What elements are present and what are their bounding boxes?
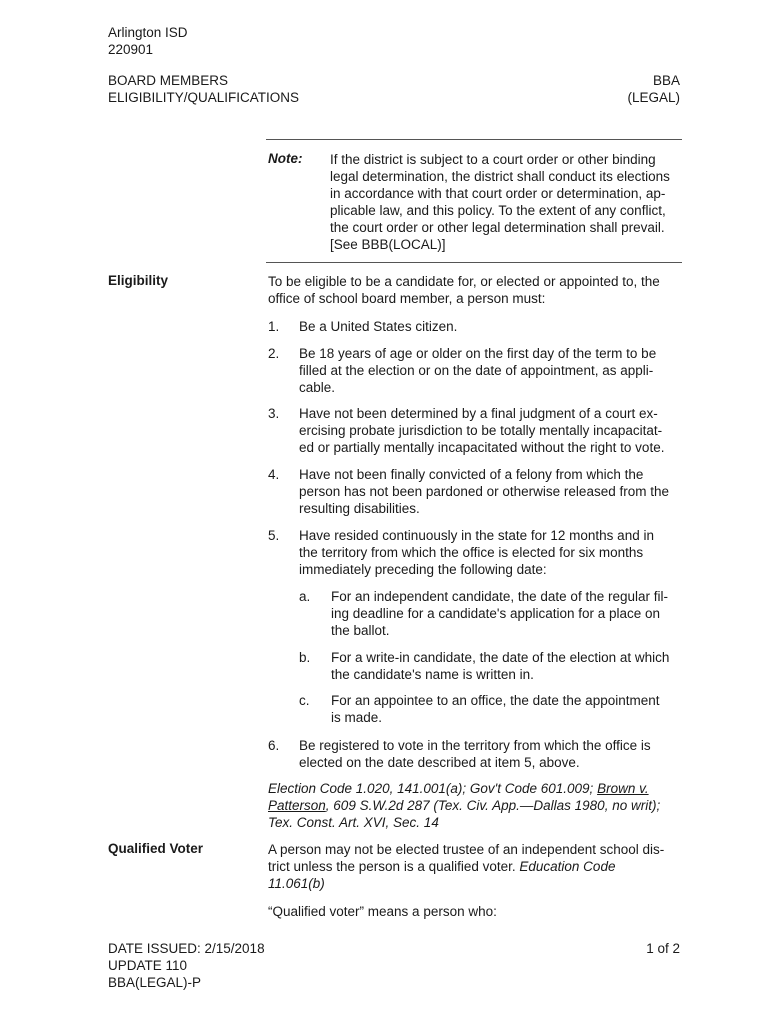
subitem-line: For an appointee to an office, the date the appointment (331, 693, 660, 708)
item-number: 4. (268, 467, 280, 482)
subitem-letter: a. (299, 589, 311, 604)
eligibility-heading: Eligibility (108, 273, 169, 288)
subitem-line: For a write-in candidate, the date of the election at which (331, 650, 670, 665)
item-text (299, 466, 669, 517)
item-line: Have resided continuously in the state for 12 months and in (299, 528, 654, 543)
page-number: 1 of 2 (646, 941, 680, 956)
item-number: 3. (268, 406, 280, 421)
item-line: Have not been finally convicted of a felony from which the (299, 467, 644, 482)
policy-type: (LEGAL) (627, 90, 680, 105)
qv-citation: 11.061(b) (268, 876, 325, 891)
subitem-line: the candidate's name is written in. (331, 667, 534, 682)
note-label: Note: (268, 151, 303, 166)
document-header (108, 24, 188, 58)
item-number: 5. (268, 528, 280, 543)
item-line: person has not been pardoned or otherwise released from the (299, 484, 669, 499)
policy-code-block (627, 72, 680, 106)
policy-code: BBA (652, 73, 680, 88)
item-text (299, 527, 654, 578)
item-number: 6. (268, 738, 280, 753)
qualified-voter-text (268, 841, 664, 892)
note-line: in accordance with that court order or determination, ap- (330, 186, 666, 201)
note-line: [See BBB(LOCAL)] (330, 237, 446, 252)
item-text (299, 345, 656, 396)
subitem-text (331, 649, 669, 683)
item-line: the territory from which the office is elected for six months (299, 545, 644, 560)
document-footer (108, 940, 265, 991)
case-citation-link[interactable]: Patterson (268, 798, 326, 813)
subitem-text (331, 692, 660, 726)
item-line: ercising probate jurisdiction to be totally mentally incapacitat- (299, 423, 663, 438)
subitem-line: the ballot. (331, 623, 390, 638)
subitem-line: For an independent candidate, the date of the regular fil- (331, 589, 668, 604)
item-line: Be registered to vote in the territory from which the office is (299, 738, 651, 753)
item-line: elected on the date described at item 5, above. (299, 755, 580, 770)
date-issued: DATE ISSUED: 2/15/2018 (108, 941, 265, 956)
subitem-letter: c. (299, 693, 310, 708)
citation-line-3: Tex. Const. Art. XVI, Sec. 14 (268, 815, 439, 830)
case-citation-link[interactable]: Brown v. (597, 781, 649, 796)
note-line: legal determination, the district shall conduct its elections (330, 169, 670, 184)
item-text (299, 737, 651, 771)
qv-line (268, 858, 664, 875)
item-line: filled at the election or on the date of appointment, as appli- (299, 363, 654, 378)
qualified-voter-definition: “Qualified voter” means a person who: (268, 904, 497, 919)
section-title-line-2: ELIGIBILITY/QUALIFICATIONS (108, 90, 300, 105)
qv-line: A person may not be elected trustee of an independent school dis- (268, 842, 665, 857)
district-name: Arlington ISD (108, 25, 188, 40)
item-text (299, 318, 457, 335)
citation-text: Election Code 1.020, 141.001(a); Gov't Code 601.009; (268, 781, 598, 796)
qualified-voter-heading: Qualified Voter (108, 841, 204, 856)
note-line: plicable law, and this policy. To the extent of any conflict, (330, 203, 666, 218)
intro-line: office of school board member, a person must: (268, 291, 546, 306)
note-line: If the district is subject to a court order or other binding (330, 152, 656, 167)
item-text (299, 405, 664, 456)
subitem-line: ing deadline for a candidate's application for a place on (331, 606, 661, 621)
citation-line-1 (268, 780, 660, 797)
subitem-text (331, 588, 668, 639)
intro-line: To be eligible to be a candidate for, or elected or appointed to, the (268, 274, 660, 289)
subitem-letter: b. (299, 650, 311, 665)
item-line: ed or partially mentally incapacitated without the right to vote. (299, 440, 665, 455)
note-line: the court order or other legal determination shall prevail. (330, 220, 665, 235)
legal-citation (268, 780, 660, 831)
item-line: Be 18 years of age or older on the first day of the term to be (299, 346, 657, 361)
item-number: 2. (268, 346, 280, 361)
update-number: UPDATE 110 (108, 958, 188, 973)
qv-citation: Education Code (519, 859, 616, 874)
item-line: Be a United States citizen. (299, 319, 458, 334)
qv-text: trict unless the person is a qualified voter. (268, 859, 520, 874)
eligibility-intro (268, 273, 660, 307)
note-text (330, 151, 670, 253)
note-top-rule (266, 139, 682, 140)
item-line: Have not been determined by a final judgment of a court ex- (299, 406, 658, 421)
citation-text: , 609 S.W.2d 287 (Tex. Civ. App.—Dallas 1980, no writ); (325, 798, 661, 813)
item-line: resulting disabilities. (299, 501, 420, 516)
item-line: immediately preceding the following date: (299, 562, 547, 577)
section-title-line-1: BOARD MEMBERS (108, 73, 229, 88)
item-number: 1. (268, 319, 280, 334)
item-line: cable. (299, 380, 336, 395)
subitem-line: is made. (331, 710, 383, 725)
citation-line-2 (268, 797, 660, 814)
note-bottom-rule (266, 262, 682, 263)
district-code: 220901 (108, 42, 154, 57)
section-title (108, 72, 299, 106)
doc-code: BBA(LEGAL)-P (108, 975, 202, 990)
